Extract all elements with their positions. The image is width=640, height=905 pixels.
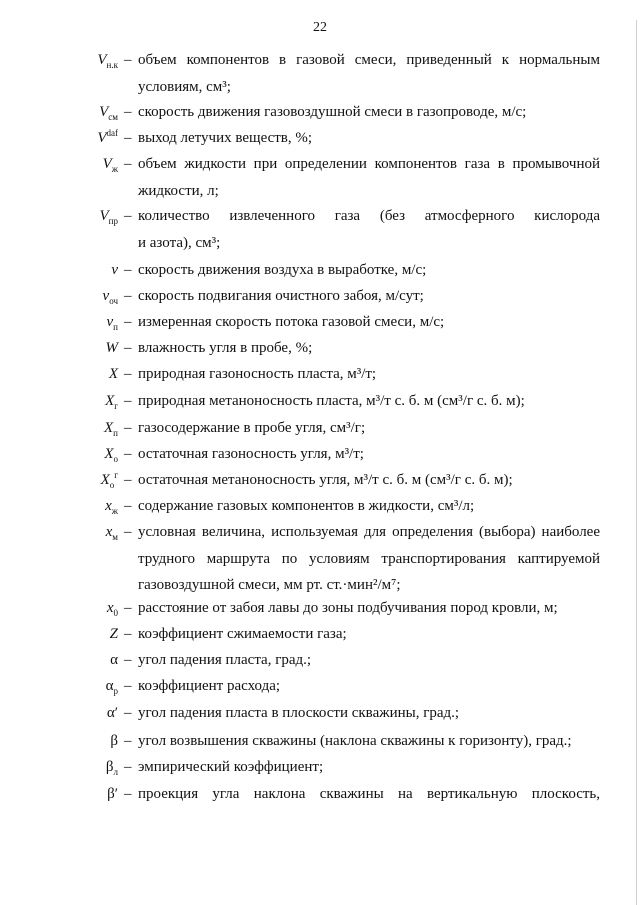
definition-symbol: α′ [106, 705, 118, 721]
definition-dash: – [124, 786, 132, 802]
definition-entry [40, 759, 600, 781]
definition-text [138, 361, 600, 388]
definition-line: коэффициент сжимаемости газа; [138, 626, 347, 642]
definition-line: объем жидкости при определении компонентов газа в промывочной [138, 156, 600, 172]
definition-text [138, 781, 600, 808]
definition-line: коэффициент расхода; [138, 678, 281, 694]
definition-entry [40, 733, 600, 755]
definition-text [138, 595, 600, 622]
definition-symbol: $X_г$ [105, 393, 118, 411]
definition-dash: – [124, 678, 132, 694]
definition-dash: – [124, 652, 132, 668]
definition-line: измеренная скорость потока газовой смеси, м/с; [138, 314, 445, 330]
definition-entry [40, 678, 600, 700]
definition-entry [40, 104, 600, 126]
definition-entry [40, 420, 600, 442]
definition-line: эмпирический коэффициент; [138, 759, 324, 775]
definition-dash: – [124, 498, 132, 514]
definition-dash: – [124, 130, 132, 146]
definition-line: проекция угла наклона скважины на вертикальную плоскость, [138, 786, 600, 802]
definition-dash: – [124, 705, 132, 721]
definition-text [138, 125, 600, 152]
definition-symbol: $x_ж$ [105, 498, 118, 516]
definition-symbol: β [110, 733, 118, 749]
definition-entry [40, 262, 600, 284]
definition-symbol: $\beta_л$ [105, 759, 118, 777]
definition-line: остаточная метаноносность угля, м³/т с. б. м (см³/г с. б. м); [138, 472, 513, 488]
definition-line: расстояние от забоя лавы до зоны подбучивания пород кровли, м; [138, 600, 558, 616]
definition-line: содержание газовых компонентов в жидкости, см³/л; [138, 498, 475, 514]
definition-line: угол возвышения скважины (наклона скважины к горизонту), град.; [138, 733, 572, 749]
definition-line: объем компонентов в газовой смеси, приведенный к нормальным [138, 52, 600, 68]
definition-symbol: α [110, 652, 118, 668]
definition-symbol: $\alpha_р$ [105, 678, 118, 696]
definition-text [138, 283, 600, 310]
definition-text [138, 99, 600, 126]
definition-line: остаточная газоносность угля, м³/т; [138, 446, 364, 462]
definition-symbol: β′ [107, 786, 118, 802]
definition-entry [40, 786, 600, 808]
definition-dash: – [124, 156, 132, 172]
definition-text [138, 728, 600, 755]
definition-entry [40, 314, 600, 336]
definition-line: влажность угля в пробе, %; [138, 340, 313, 356]
definition-text [138, 519, 600, 599]
page-number: 22 [313, 20, 327, 35]
definition-symbol: $x_м$ [105, 524, 118, 542]
definition-text [138, 151, 600, 204]
definition-entry [40, 156, 600, 204]
definition-dash: – [124, 524, 132, 540]
definition-dash: – [124, 288, 132, 304]
definition-text [138, 203, 600, 256]
definition-line: и азота), см³; [138, 234, 221, 251]
definition-line: условная величина, используемая для определения (выбора) наиболее [138, 524, 600, 540]
definition-line: природная метаноносность пласта, м³/т с. б. м (см³/г с. б. м); [138, 393, 525, 409]
definition-text [138, 441, 600, 468]
definition-line: трудного маршрута по условиям транспортирования каптируемой [138, 550, 600, 567]
definition-text [138, 493, 600, 520]
definition-dash: – [124, 626, 132, 642]
definition-text [138, 647, 600, 674]
definition-symbol: $V_{н.к}$ [97, 52, 118, 70]
definition-dash: – [124, 446, 132, 462]
definition-text [138, 335, 600, 362]
definition-symbol: $v_п$ [106, 314, 118, 332]
definition-line: природная газоносность пласта, м³/т; [138, 366, 377, 382]
definition-entry [40, 366, 600, 388]
definition-dash: – [124, 600, 132, 616]
definition-symbol: $X_о$ [104, 446, 118, 464]
definition-entry [40, 472, 600, 494]
definition-entry [40, 626, 600, 648]
page-edge [636, 20, 637, 905]
definition-line: газосодержание в пробе угля, см³/г; [138, 420, 366, 436]
definition-text [138, 415, 600, 442]
definition-dash: – [124, 366, 132, 382]
definition-symbol: v [111, 262, 118, 278]
definition-symbol: $x_0$ [106, 600, 118, 618]
definition-line: выход летучих веществ, %; [138, 130, 313, 146]
definition-dash: – [124, 314, 132, 330]
definition-dash: – [124, 208, 132, 224]
definition-entry [40, 498, 600, 520]
definition-entry [40, 340, 600, 362]
definition-symbol: $V_ж$ [102, 156, 118, 174]
definition-text [138, 467, 600, 494]
definition-text [138, 673, 600, 700]
definition-text [138, 754, 600, 781]
definition-line: угол падения пласта в плоскости скважины, град.; [138, 705, 460, 721]
definition-symbol: $v_{оч}$ [102, 288, 118, 306]
definition-text [138, 257, 600, 284]
definition-symbol: $X_о^г$ [100, 470, 118, 490]
definition-dash: – [124, 393, 132, 409]
definition-line: жидкости, л; [138, 182, 219, 199]
definition-entry [40, 52, 600, 100]
definition-dash: – [124, 759, 132, 775]
definition-line: угол падения пласта, град.; [138, 652, 312, 668]
definition-entry [40, 208, 600, 256]
definition-entry [40, 393, 600, 415]
definition-line: количество извлеченного газа (без атмосферного кислорода [138, 208, 600, 224]
definition-entry [40, 524, 600, 599]
definition-dash: – [124, 733, 132, 749]
definition-line: условиям, см³; [138, 78, 231, 95]
definition-line: скорость движения воздуха в выработке, м/с; [138, 262, 427, 278]
definition-dash: – [124, 52, 132, 68]
definition-entry [40, 130, 600, 152]
definition-line: газовоздушной смеси, мм рт. ст.·мин²/м⁷; [138, 577, 401, 593]
definition-symbol: $V_{пр}$ [99, 208, 118, 226]
definition-entry [40, 652, 600, 674]
definition-text [138, 388, 600, 415]
definition-entry [40, 288, 600, 310]
definition-symbol: X [108, 366, 118, 382]
definition-dash: – [124, 420, 132, 436]
definition-text [138, 47, 600, 100]
definition-line: скорость движения газовоздушной смеси в газопроводе, м/с; [138, 104, 527, 120]
definition-symbol: $V^{daf}$ [97, 128, 118, 146]
definition-dash: – [124, 472, 132, 488]
definition-symbol: $X_п$ [104, 420, 118, 438]
definition-entry [40, 600, 600, 622]
definition-entry [40, 446, 600, 468]
definition-dash: – [124, 340, 132, 356]
definition-entry [40, 705, 600, 727]
definition-line: скорость подвигания очистного забоя, м/сут; [138, 288, 424, 304]
definition-symbol: W [105, 340, 118, 356]
definition-symbol: $V_{см}$ [99, 104, 118, 122]
definition-text [138, 309, 600, 336]
definition-text [138, 700, 600, 727]
definition-text [138, 621, 600, 648]
definition-dash: – [124, 262, 132, 278]
definition-dash: – [124, 104, 132, 120]
definition-symbol: Z [109, 626, 118, 642]
